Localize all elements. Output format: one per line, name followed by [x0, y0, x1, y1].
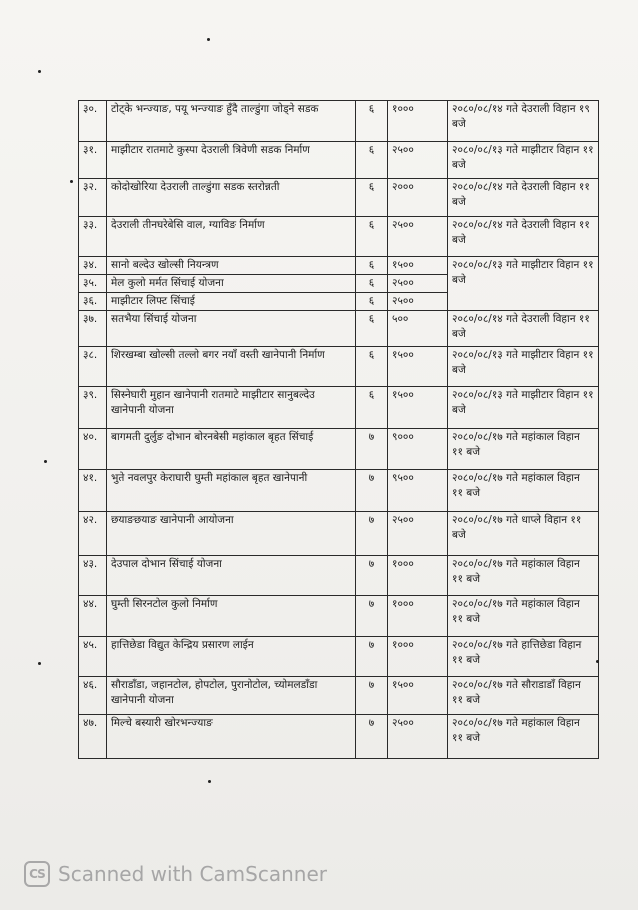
ward-number: ६ — [356, 311, 388, 347]
amount: २५०० — [388, 217, 448, 257]
table-row — [79, 347, 599, 387]
ward-number: ६ — [356, 293, 388, 311]
meeting-date: २०८०/०८/१७ गते महांकाल विहान ११ बजे — [448, 429, 599, 470]
scan-speck — [208, 780, 211, 783]
project-name: बागमती दुर्लुङ दोभान बोरनबेसी महांकाल बृहत सिंचाई — [107, 429, 356, 470]
table-row — [79, 556, 599, 596]
meeting-date: २०८०/०८/१७ गते महांकाल विहान ११ बजे — [448, 715, 599, 759]
ward-number: ७ — [356, 470, 388, 512]
project-name: मिल्चे बस्यारी खोरभन्ज्याङ — [107, 715, 356, 759]
meeting-date: २०८०/०८/१३ गते माझीटार विहान ११ बजे — [448, 387, 599, 429]
table-row — [79, 677, 599, 715]
ward-number: ६ — [356, 257, 388, 275]
meeting-date: २०८०/०८/१३ गते माझीटार विहान ११ बजे — [448, 142, 599, 179]
amount: १५०० — [388, 387, 448, 429]
serial-number: ३८. — [79, 347, 107, 387]
amount: १००० — [388, 556, 448, 596]
project-name: भुते नवलपुर केराघारी घुम्ती महांकाल बृहत खानेपानी — [107, 470, 356, 512]
project-name: छयाङछयाङ खानेपानी आयोजना — [107, 512, 356, 556]
serial-number: ४१. — [79, 470, 107, 512]
project-name: देउपाल दोभान सिंचाई योजना — [107, 556, 356, 596]
serial-number: ३०. — [79, 101, 107, 142]
serial-number: ४७. — [79, 715, 107, 759]
amount: २५०० — [388, 715, 448, 759]
meeting-date: २०८०/०८/१७ गते धाप्ले विहान ११ बजे — [448, 512, 599, 556]
ward-number: ६ — [356, 179, 388, 217]
ward-number: ७ — [356, 429, 388, 470]
amount: १००० — [388, 101, 448, 142]
project-name: माझीटार लिफ्ट सिंचाई — [107, 293, 356, 311]
project-name: मेल कुलो मर्मत सिंचाई योजना — [107, 275, 356, 293]
project-name: सानो बल्देउ खोल्सी नियन्त्रण — [107, 257, 356, 275]
scan-speck — [38, 662, 41, 665]
project-name: टोट्के भन्ज्याङ, पयू भन्ज्याङ हुँदै ताल्डुंगा जोड्ने सडक — [107, 101, 356, 142]
project-name: कोदोखोरिया देउराली ताल्डुंगा सडक स्तरोन्नती — [107, 179, 356, 217]
serial-number: ४४. — [79, 596, 107, 637]
meeting-date: २०८०/०८/१४ गते देउराली विहान १९ बजे — [448, 101, 599, 142]
scan-speck — [70, 180, 73, 183]
project-name: सिस्नेघारी मुहान खानेपानी रातमाटे माझीटार सानुबल्देउ खानेपानी योजना — [107, 387, 356, 429]
amount: ५०० — [388, 311, 448, 347]
serial-number: ३२. — [79, 179, 107, 217]
scan-speck — [38, 70, 41, 73]
meeting-date: २०८०/०८/१४ गते देउराली विहान ११ बजे — [448, 179, 599, 217]
serial-number: ४३. — [79, 556, 107, 596]
table-row — [79, 179, 599, 217]
scan-speck — [44, 460, 47, 463]
ward-number: ६ — [356, 387, 388, 429]
project-name: सौराडाँडा, जहानटोल, होपटोल, पुरानोटोल, च्योमलडाँडा खानेपानी योजना — [107, 677, 356, 715]
serial-number: ३५. — [79, 275, 107, 293]
camscanner-watermark — [24, 860, 327, 888]
meeting-date: २०८०/०८/१७ गते हात्तिछेडा विहान ११ बजे — [448, 637, 599, 677]
ward-number: ७ — [356, 677, 388, 715]
amount: १५०० — [388, 347, 448, 387]
ward-number: ७ — [356, 596, 388, 637]
meeting-date: २०८०/०८/१४ गते देउराली विहान ११ बजे — [448, 217, 599, 257]
serial-number: ३६. — [79, 293, 107, 311]
ward-number: ७ — [356, 512, 388, 556]
scan-speck — [596, 660, 599, 663]
amount: १००० — [388, 596, 448, 637]
amount: २००० — [388, 179, 448, 217]
ward-number: ६ — [356, 142, 388, 179]
table-row — [79, 429, 599, 470]
amount: ९००० — [388, 429, 448, 470]
amount: १५०० — [388, 257, 448, 275]
serial-number: ३७. — [79, 311, 107, 347]
amount: २५०० — [388, 142, 448, 179]
project-name: हात्तिछेडा विद्युत केन्द्रिय प्रसारण लाईन — [107, 637, 356, 677]
serial-number: ३४. — [79, 257, 107, 275]
project-name: माझीटार रातमाटे कुस्पा देउराली त्रिवेणी सडक निर्माण — [107, 142, 356, 179]
project-name: सतभैया सिंचाई योजना — [107, 311, 356, 347]
amount: २५०० — [388, 512, 448, 556]
ward-number: ६ — [356, 217, 388, 257]
table-row — [79, 311, 599, 347]
watermark-text: Scanned with CamScanner — [58, 862, 327, 886]
meeting-date: २०८०/०८/१४ गते देउराली विहान ११ बजे — [448, 311, 599, 347]
table-row — [79, 142, 599, 179]
scan-speck — [207, 38, 210, 41]
amount: १००० — [388, 637, 448, 677]
amount: २५०० — [388, 275, 448, 293]
schedule-table — [78, 100, 599, 759]
amount: २५०० — [388, 293, 448, 311]
project-name: शिरखम्बा खोल्सी तल्लो बगर नयाँ वस्ती खानेपानी निर्माण — [107, 347, 356, 387]
amount: ९५०० — [388, 470, 448, 512]
table-row — [79, 637, 599, 677]
table-row — [79, 470, 599, 512]
meeting-date: २०८०/०८/१३ गते माझीटार विहान ११ बजे — [448, 257, 599, 311]
ward-number: ७ — [356, 556, 388, 596]
ward-number: ६ — [356, 275, 388, 293]
meeting-date: २०८०/०८/१७ गते महांकाल विहान ११ बजे — [448, 596, 599, 637]
table-row — [79, 512, 599, 556]
camscanner-logo: CS — [24, 861, 50, 887]
meeting-date: २०८०/०८/१७ गते महांकाल विहान ११ बजे — [448, 470, 599, 512]
table-row — [79, 387, 599, 429]
meeting-date: २०८०/०८/१७ गते महांकाल विहान ११ बजे — [448, 556, 599, 596]
table-row — [79, 217, 599, 257]
table-row — [79, 101, 599, 142]
ward-number: ६ — [356, 101, 388, 142]
project-name: घुम्ती सिरनटोल कुलो निर्माण — [107, 596, 356, 637]
serial-number: ४०. — [79, 429, 107, 470]
serial-number: ४२. — [79, 512, 107, 556]
serial-number: ३९. — [79, 387, 107, 429]
ward-number: ७ — [356, 715, 388, 759]
ward-number: ७ — [356, 637, 388, 677]
meeting-date: २०८०/०८/१७ गते सौराडाडाँ विहान ११ बजे — [448, 677, 599, 715]
ward-number: ६ — [356, 347, 388, 387]
serial-number: ४५. — [79, 637, 107, 677]
serial-number: ३१. — [79, 142, 107, 179]
project-name: देउराली तीनघरेबेसि वाल, ग्याविङ निर्माण — [107, 217, 356, 257]
table-row — [79, 715, 599, 759]
serial-number: ३३. — [79, 217, 107, 257]
serial-number: ४६. — [79, 677, 107, 715]
table-row — [79, 257, 599, 275]
amount: १५०० — [388, 677, 448, 715]
table-row — [79, 596, 599, 637]
meeting-date: २०८०/०८/१३ गते माझीटार विहान ११ बजे — [448, 347, 599, 387]
